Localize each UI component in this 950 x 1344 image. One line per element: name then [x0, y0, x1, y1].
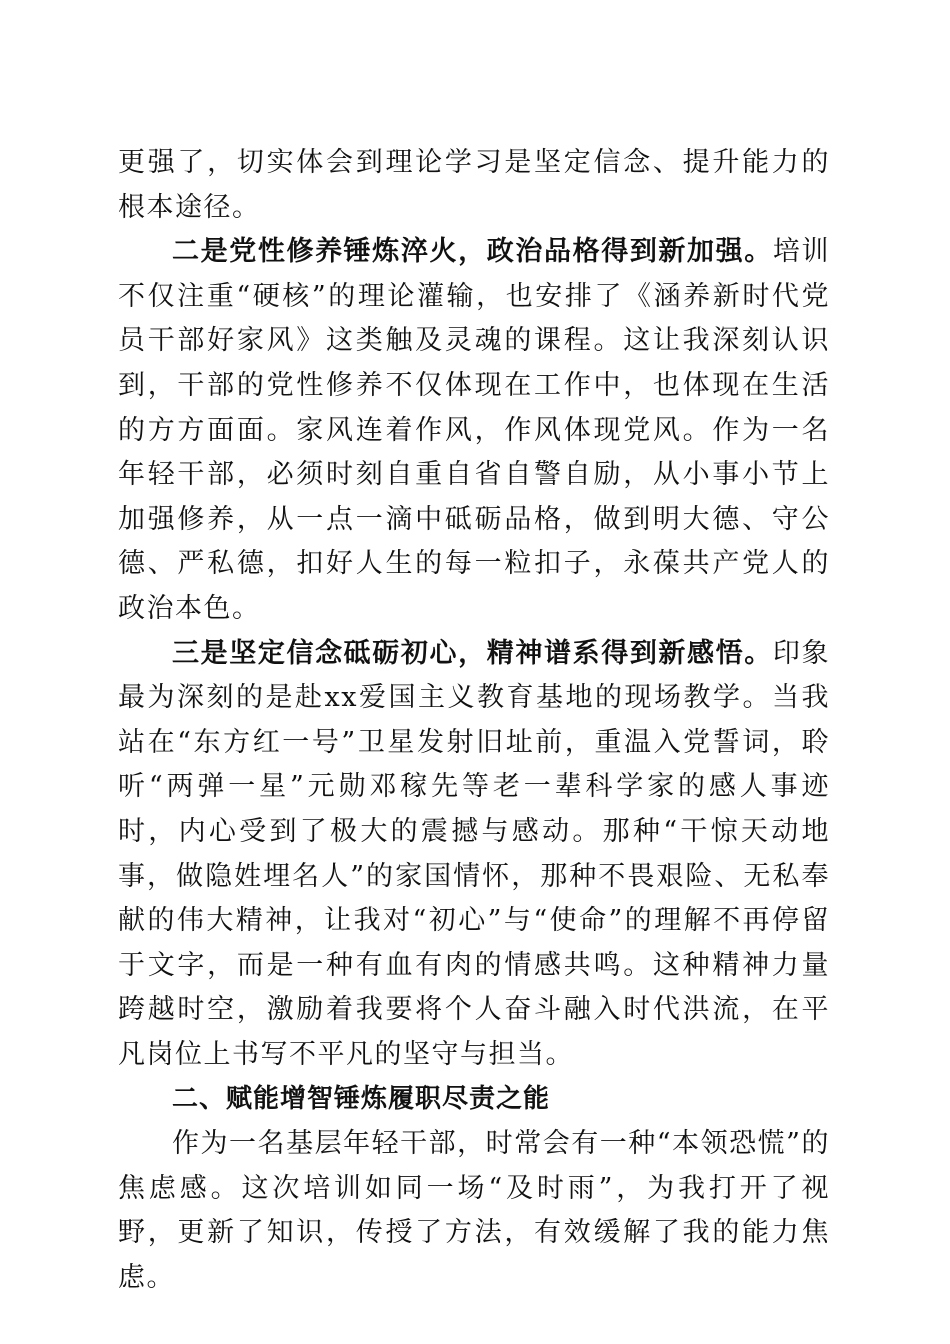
section-heading: 二、赋能增智锤炼履职尽责之能: [172, 1084, 551, 1115]
document-body: [118, 141, 830, 1300]
paragraph-party-spirit: [118, 230, 830, 631]
paragraph-text: 更强了，切实体会到理论学习是坚定信念、提升能力的根本途径。: [118, 147, 830, 223]
paragraph-continuation: [118, 141, 830, 230]
paragraph-closing: 作为一名基层年轻干部，时常会有一种“本领恐慌”的焦虑感。这次培训如同一场“及时雨”，为我打开了视野，更新了知识，传授了方法，有效缓解了我的能力焦虑。: [118, 1128, 830, 1293]
paragraph-text: 印象最为深刻的是赴xx爱国主义教育基地的现场教学。当我站在“东方红一号”卫星发射旧址前，重温入党誓词，聆听“两弹一星”元勋邓稼先等老一辈科学家的感人事迹时，内心受到了极大的震撼与感动。那种“干惊天动地事，做隐姓埋名人”的家国情怀，那种不畏艰险、无私奉献的伟大精神，让我对“初心”与“使命”的理解不再停留于文字，而是一种有血有肉的情感共鸣。这种精神力量跨越时空，激励着我要将个人奋斗融入时代洪流，在平凡岗位上书写不平凡的坚守与担当。: [118, 637, 831, 1070]
paragraph-text: 培训不仅注重“硬核”的理论灌输，也安排了《涵养新时代党员干部好家风》这类触及灵魂的课程。这让我深刻认识到，干部的党性修养不仅体现在工作中，也体现在生活的方方面面。家风连着作风，作风体现党风。作为一名年轻干部，必须时刻自重自省自警自励，从小事小节上加强修养，从一点一滴中砥砺品格，做到明大德、守公德、严私德，扣好人生的每一粒扣子，永葆共产党人的政治本色。: [118, 236, 831, 624]
paragraph-lead: 二是党性修养锤炼淬火，政治品格得到新加强。: [172, 236, 773, 268]
paragraph-faith: [118, 632, 830, 1078]
paragraph-lead: 三是坚定信念砥砺初心，精神谱系得到新感悟。: [172, 637, 773, 669]
